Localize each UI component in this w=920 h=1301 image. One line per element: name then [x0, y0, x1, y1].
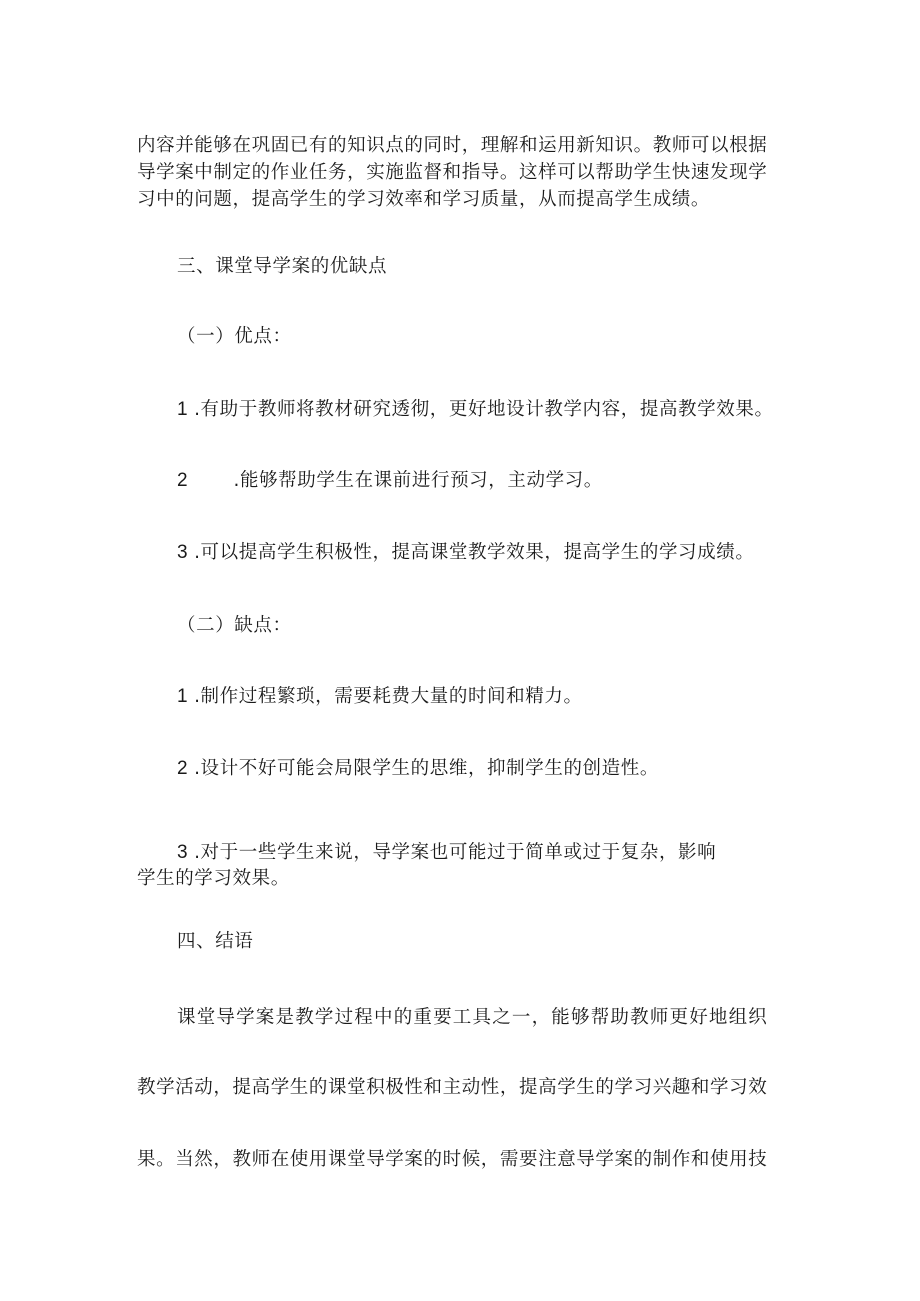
- item-number: 1: [177, 399, 188, 420]
- section-heading-3: 三、课堂导学案的优缺点: [177, 256, 388, 277]
- disadvantages-heading: （二）缺点：: [177, 615, 292, 636]
- disadvantage-item-2: [177, 756, 659, 782]
- item-text: .设计不好可能会局限学生的思维，抑制学生的创造性。: [194, 758, 659, 779]
- disadvantage-item-1: [177, 684, 583, 710]
- item-text: .可以提高学生积极性，提高课堂教学效果，提高学生的学习成绩。: [194, 542, 755, 563]
- advantage-item-2: [177, 468, 603, 494]
- item-text: .制作过程繁琐，需要耗费大量的时间和精力。: [194, 686, 583, 707]
- item-text: .有助于教师将教材研究透彻，更好地设计教学内容，提高教学效果。: [194, 399, 774, 420]
- intro-line-3: 习中的问题，提高学生的学习效率和学习质量，从而提高学生成绩。: [137, 189, 711, 210]
- advantage-item-1: [177, 397, 774, 423]
- disadvantage-item-3: [177, 840, 716, 866]
- item-text: .能够帮助学生在课前进行预习，主动学习。: [233, 470, 603, 491]
- item-number: 1: [177, 686, 188, 707]
- conclusion-line-3: 果。当然，教师在使用课堂导学案的时候，需要注意导学案的制作和使用技: [137, 1149, 768, 1170]
- item-number: 3: [177, 842, 188, 863]
- section-heading-4: 四、结语: [177, 931, 254, 952]
- item-number: 3: [177, 542, 188, 563]
- intro-line-2: 导学案中制定的作业任务，实施监督和指导。这样可以帮助学生快速发现学: [137, 162, 768, 183]
- intro-line-1: 内容并能够在巩固已有的知识点的同时，理解和运用新知识。教师可以根据: [137, 135, 768, 156]
- item-text: .对于一些学生来说，导学案也可能过于简单或过于复杂，影响: [194, 842, 717, 863]
- item-number: 2: [177, 758, 188, 779]
- conclusion-line-1: 课堂导学案是教学过程中的重要工具之一，能够帮助教师更好地组织: [177, 1007, 769, 1028]
- item-number: 2: [177, 470, 188, 491]
- advantage-item-3: [177, 540, 754, 566]
- conclusion-line-2: 教学活动，提高学生的课堂积极性和主动性，提高学生的学习兴趣和学习效: [137, 1077, 768, 1098]
- advantages-heading: （一）优点：: [177, 326, 292, 347]
- disadvantage-item-3-continuation: 学生的学习效果。: [137, 868, 290, 889]
